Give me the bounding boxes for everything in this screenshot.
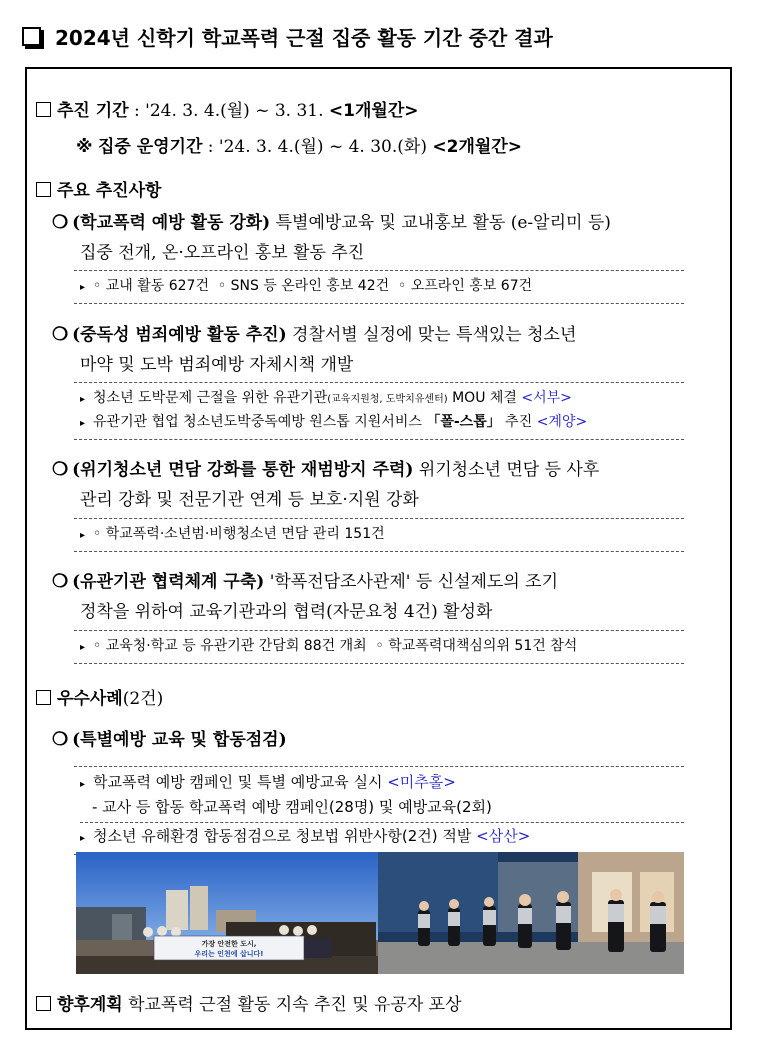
box-icon	[36, 182, 51, 197]
banner-text-1: 가장 안전한 도시,	[201, 940, 257, 948]
item-1-note: ▸ ◦ 교내 활동 627건 ◦ SNS 등 온라인 홍보 42건 ◦ 오프라인 홍보 67건	[74, 270, 684, 304]
circle-bullet-icon: ❍	[52, 459, 69, 480]
future-plan-line: 향후계획 학교폭력 근절 활동 지속 추진 및 유공자 포상	[36, 990, 462, 1015]
item-2-line2: 마약 및 도박 범죄예방 자체시책 개발	[80, 355, 354, 375]
period-line: 추진 기간 : '24. 3. 4.(월) ~ 3. 31. <1개월간>	[36, 96, 419, 121]
item-4-line2: 정착을 위하여 교육기관과의 협력(자문요청 4건) 활성화	[80, 602, 493, 622]
box-icon	[36, 102, 51, 117]
item-3-note: ▸ ◦ 학교폭력·소년범·비행청소년 면담 관리 151건	[74, 518, 684, 552]
circle-bullet-icon: ❍	[52, 324, 69, 345]
box-icon	[36, 996, 51, 1011]
circle-bullet-icon: ❍	[52, 212, 69, 233]
triangle-bullet-icon: ▸	[80, 833, 86, 844]
campaign-photo	[76, 852, 378, 974]
triangle-bullet-icon: ▸	[80, 282, 86, 293]
circle-bullet-icon: ❍	[52, 571, 69, 592]
triangle-bullet-icon: ▸	[80, 394, 86, 405]
checkbox-square-icon	[22, 27, 41, 46]
triangle-bullet-icon: ▸	[80, 418, 86, 429]
page-title: 2024년 신학기 학교폭력 근절 집중 활동 기간 중간 결과	[22, 22, 553, 51]
item-1-line2: 집중 전개, 온·오프라인 홍보 활동 추진	[80, 243, 365, 263]
inspection-photo	[378, 852, 684, 974]
period-sub-line: ※ 집중 운영기간 : '24. 3. 4.(월) ~ 4. 30.(화) <2개월간>	[76, 137, 522, 157]
triangle-bullet-icon: ▸	[80, 779, 86, 790]
photo-strip	[76, 852, 684, 974]
main-section-heading: 주요 추진사항	[36, 176, 161, 201]
item-1-line1: ❍ (학교폭력 예방 활동 강화) 특별예방교육 및 교내홍보 활동 (e-알리미 등)	[52, 212, 611, 233]
item-4-line1: ❍ (유관기관 협력체계 구축) '학폭전담조사관제' 등 신설제도의 조기	[52, 571, 559, 592]
circle-bullet-icon: ❍	[52, 729, 69, 750]
best-section-heading: 우수사례(2건)	[36, 684, 163, 709]
item-2-note: ▸ 청소년 도박문제 근절을 위한 유관기관(교육지원청, 도박치유센터) MOU 체결 <서부> ▸ 유관기관 협업 청소년도박중독예방 원스톱 지원서비스 「폴-스톱」 추진 <계양>	[74, 382, 684, 440]
item-3-line1: ❍ (위기청소년 면담 강화를 통한 재범방지 주력) 위기청소년 면담 등 사후	[52, 459, 600, 480]
banner-text-2: 우리는 인천에 삽니다!	[194, 950, 264, 958]
box-icon	[36, 690, 51, 705]
triangle-bullet-icon: ▸	[80, 530, 86, 541]
triangle-bullet-icon: ▸	[80, 642, 86, 653]
best-heading: ❍ (특별예방 교육 및 합동점검)	[52, 729, 287, 750]
item-4-note: ▸ ◦ 교육청·학교 등 유관기관 간담회 88건 개최 ◦ 학교폭력대책심의위 51건 참석	[74, 630, 684, 664]
item-3-line2: 관리 강화 및 전문기관 연계 등 보호·지원 강화	[80, 490, 419, 510]
best-note: ▸ 학교폭력 예방 캠페인 및 특별 예방교육 실시 <미추홀> - 교사 등 합동 학교폭력 예방 캠페인(28명) 및 예방교육(2회) ▸ 청소년 유해환경 합동점검으로 청보법 위반사항(2건) 적발 <삼산>	[74, 766, 684, 855]
item-2-line1: ❍ (중독성 범죄예방 활동 추진) 경찰서별 실정에 맞는 특색있는 청소년	[52, 324, 577, 345]
